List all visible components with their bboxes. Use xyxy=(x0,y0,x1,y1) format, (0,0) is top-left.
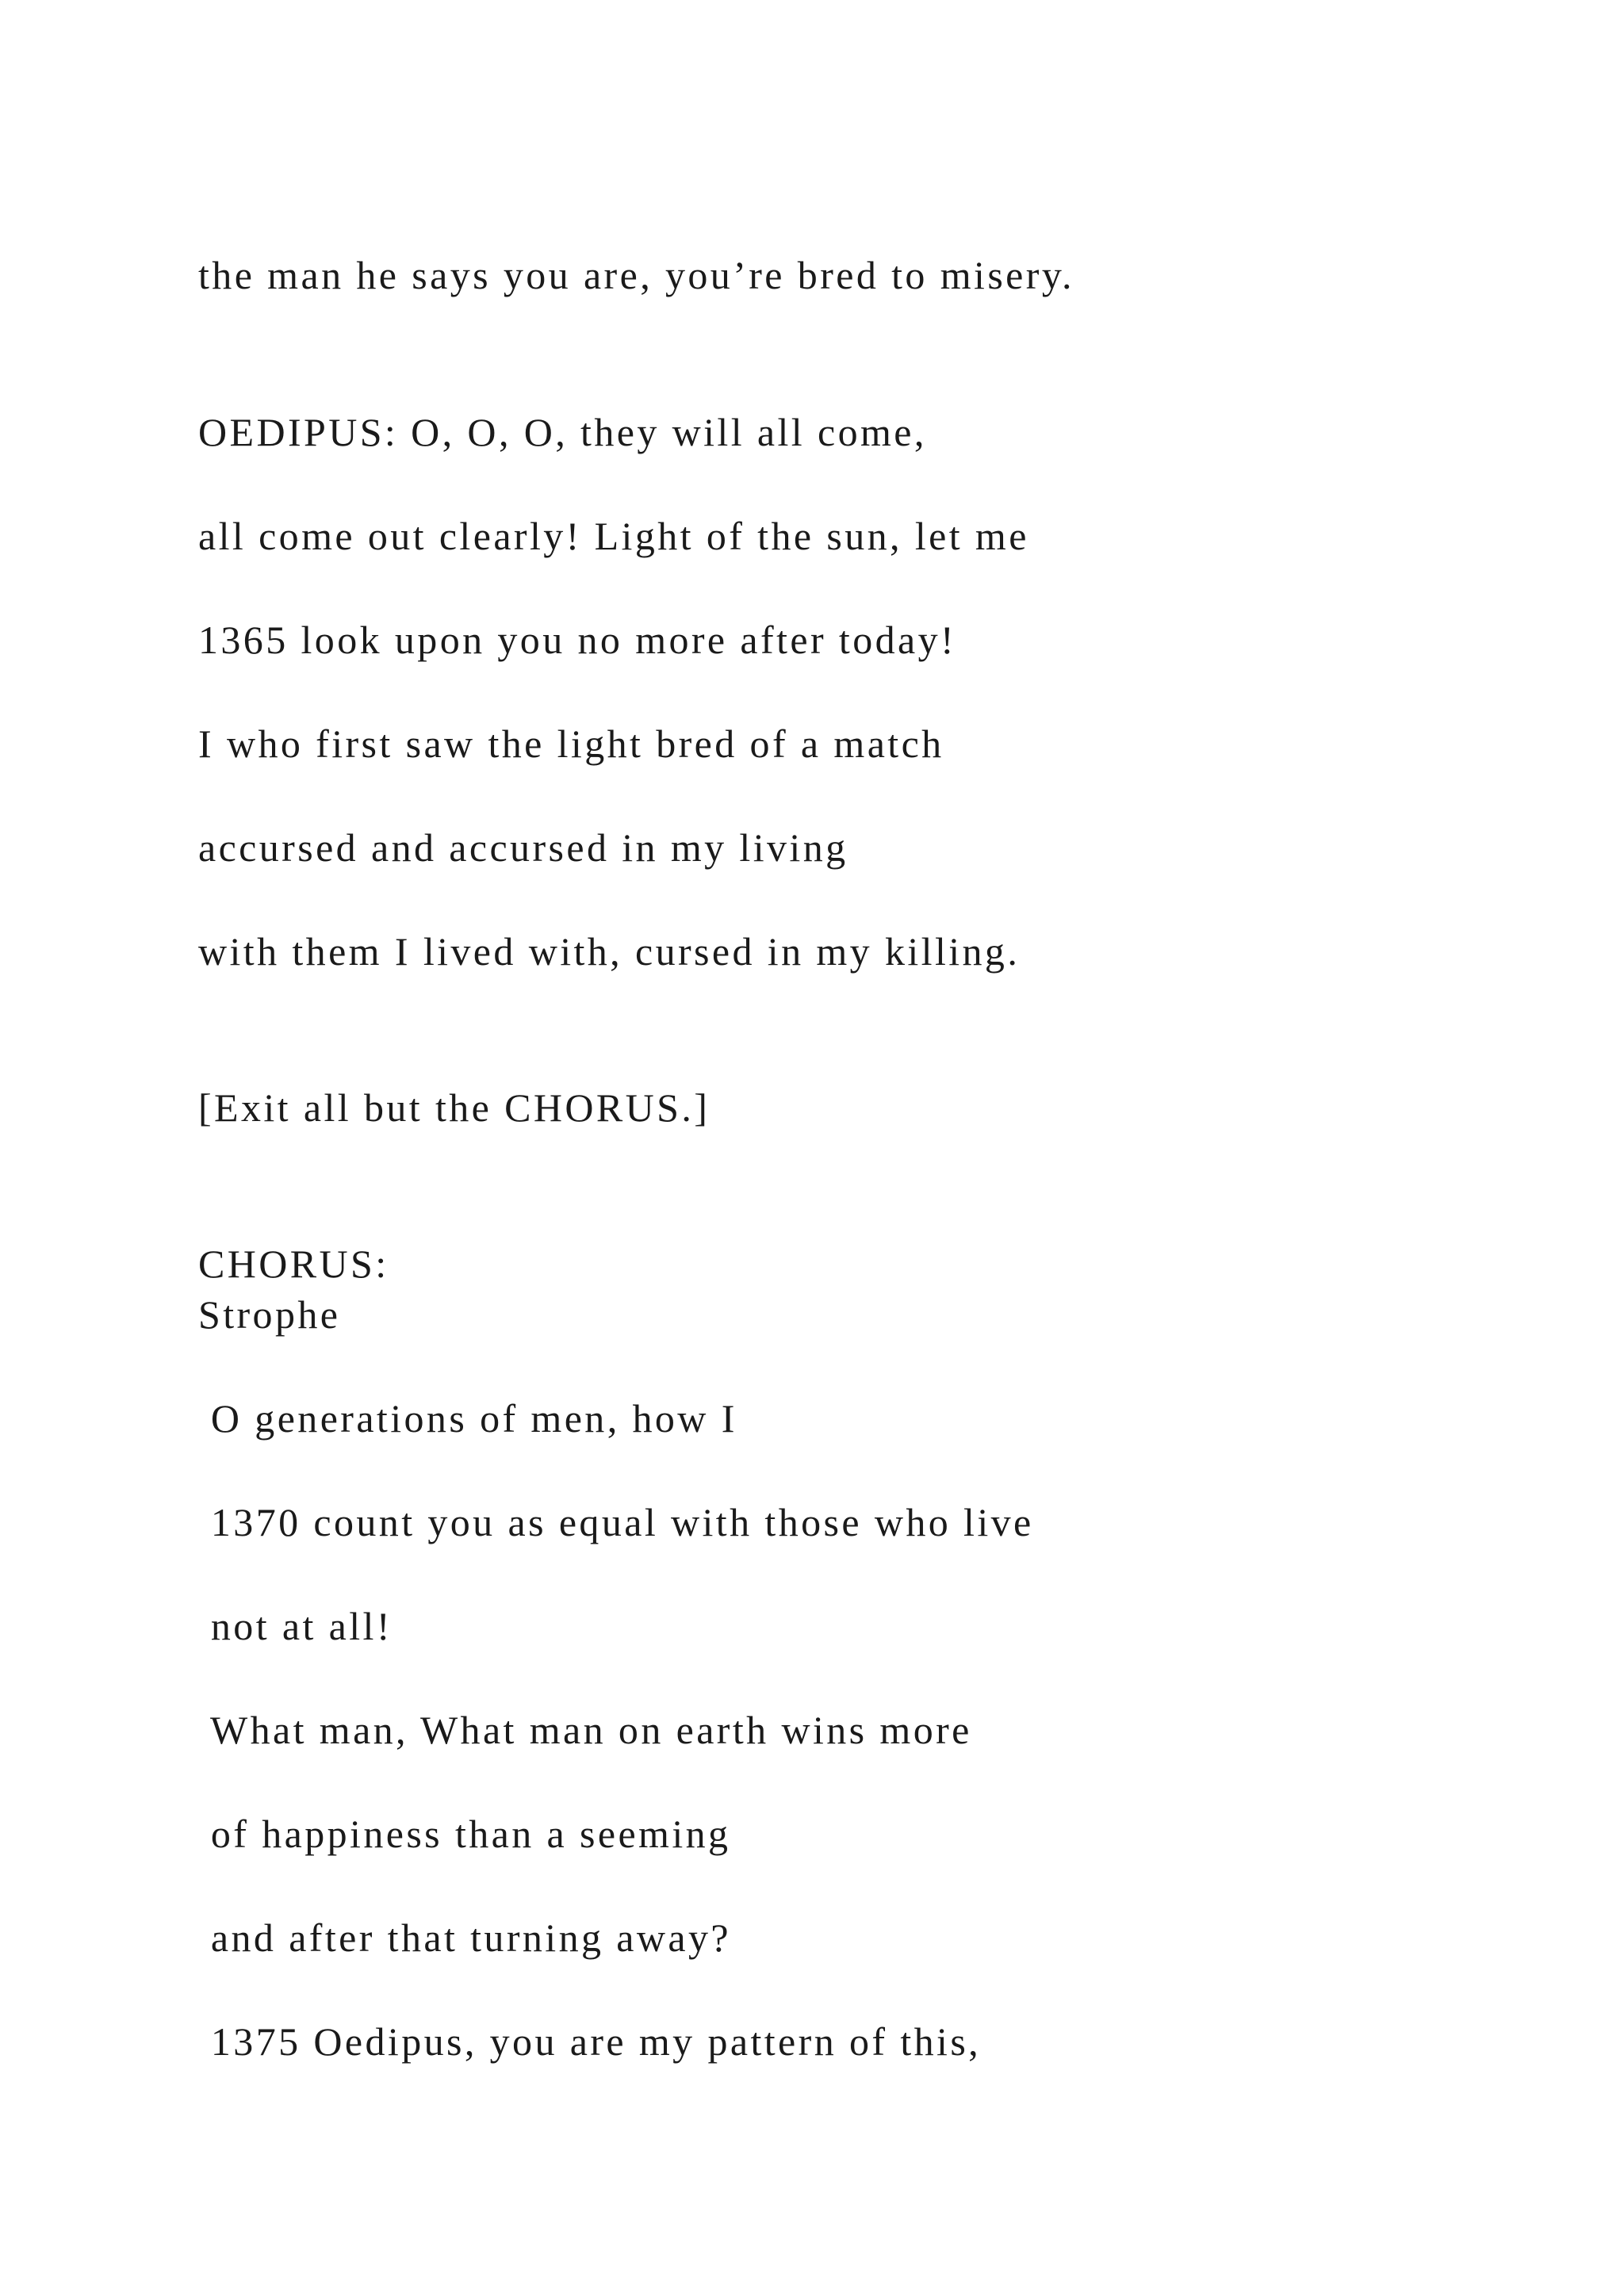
speaker-line-oedipus: OEDIPUS: O, O, O, they will all come, xyxy=(198,410,927,454)
text-line: 1375 Oedipus, you are my pattern of this, xyxy=(198,2019,982,2064)
text-line: with them I lived with, cursed in my killing. xyxy=(198,929,1021,974)
text-line: the man he says you are, you’re bred to misery. xyxy=(198,253,1074,297)
speaker-label-chorus: CHORUS: xyxy=(198,1242,389,1286)
text-line: all come out clearly! Light of the sun, let me xyxy=(198,514,1029,558)
text-line: O generations of men, how I xyxy=(198,1396,737,1441)
text-line: 1365 look upon you no more after today! xyxy=(198,618,957,662)
text-line: What man, What man on earth wins more xyxy=(198,1708,972,1752)
text-line: of happiness than a seeming xyxy=(198,1812,731,1856)
section-label-strophe: Strophe xyxy=(198,1292,341,1337)
text-line: not at all! xyxy=(198,1604,393,1648)
text-line: and after that turning away? xyxy=(198,1915,731,1960)
text-line: 1370 count you as equal with those who live xyxy=(198,1500,1034,1544)
text-line: I who first saw the light bred of a match xyxy=(198,721,944,766)
text-line: accursed and accursed in my living xyxy=(198,825,848,870)
stage-direction: [Exit all but the CHORUS.] xyxy=(198,1085,710,1130)
